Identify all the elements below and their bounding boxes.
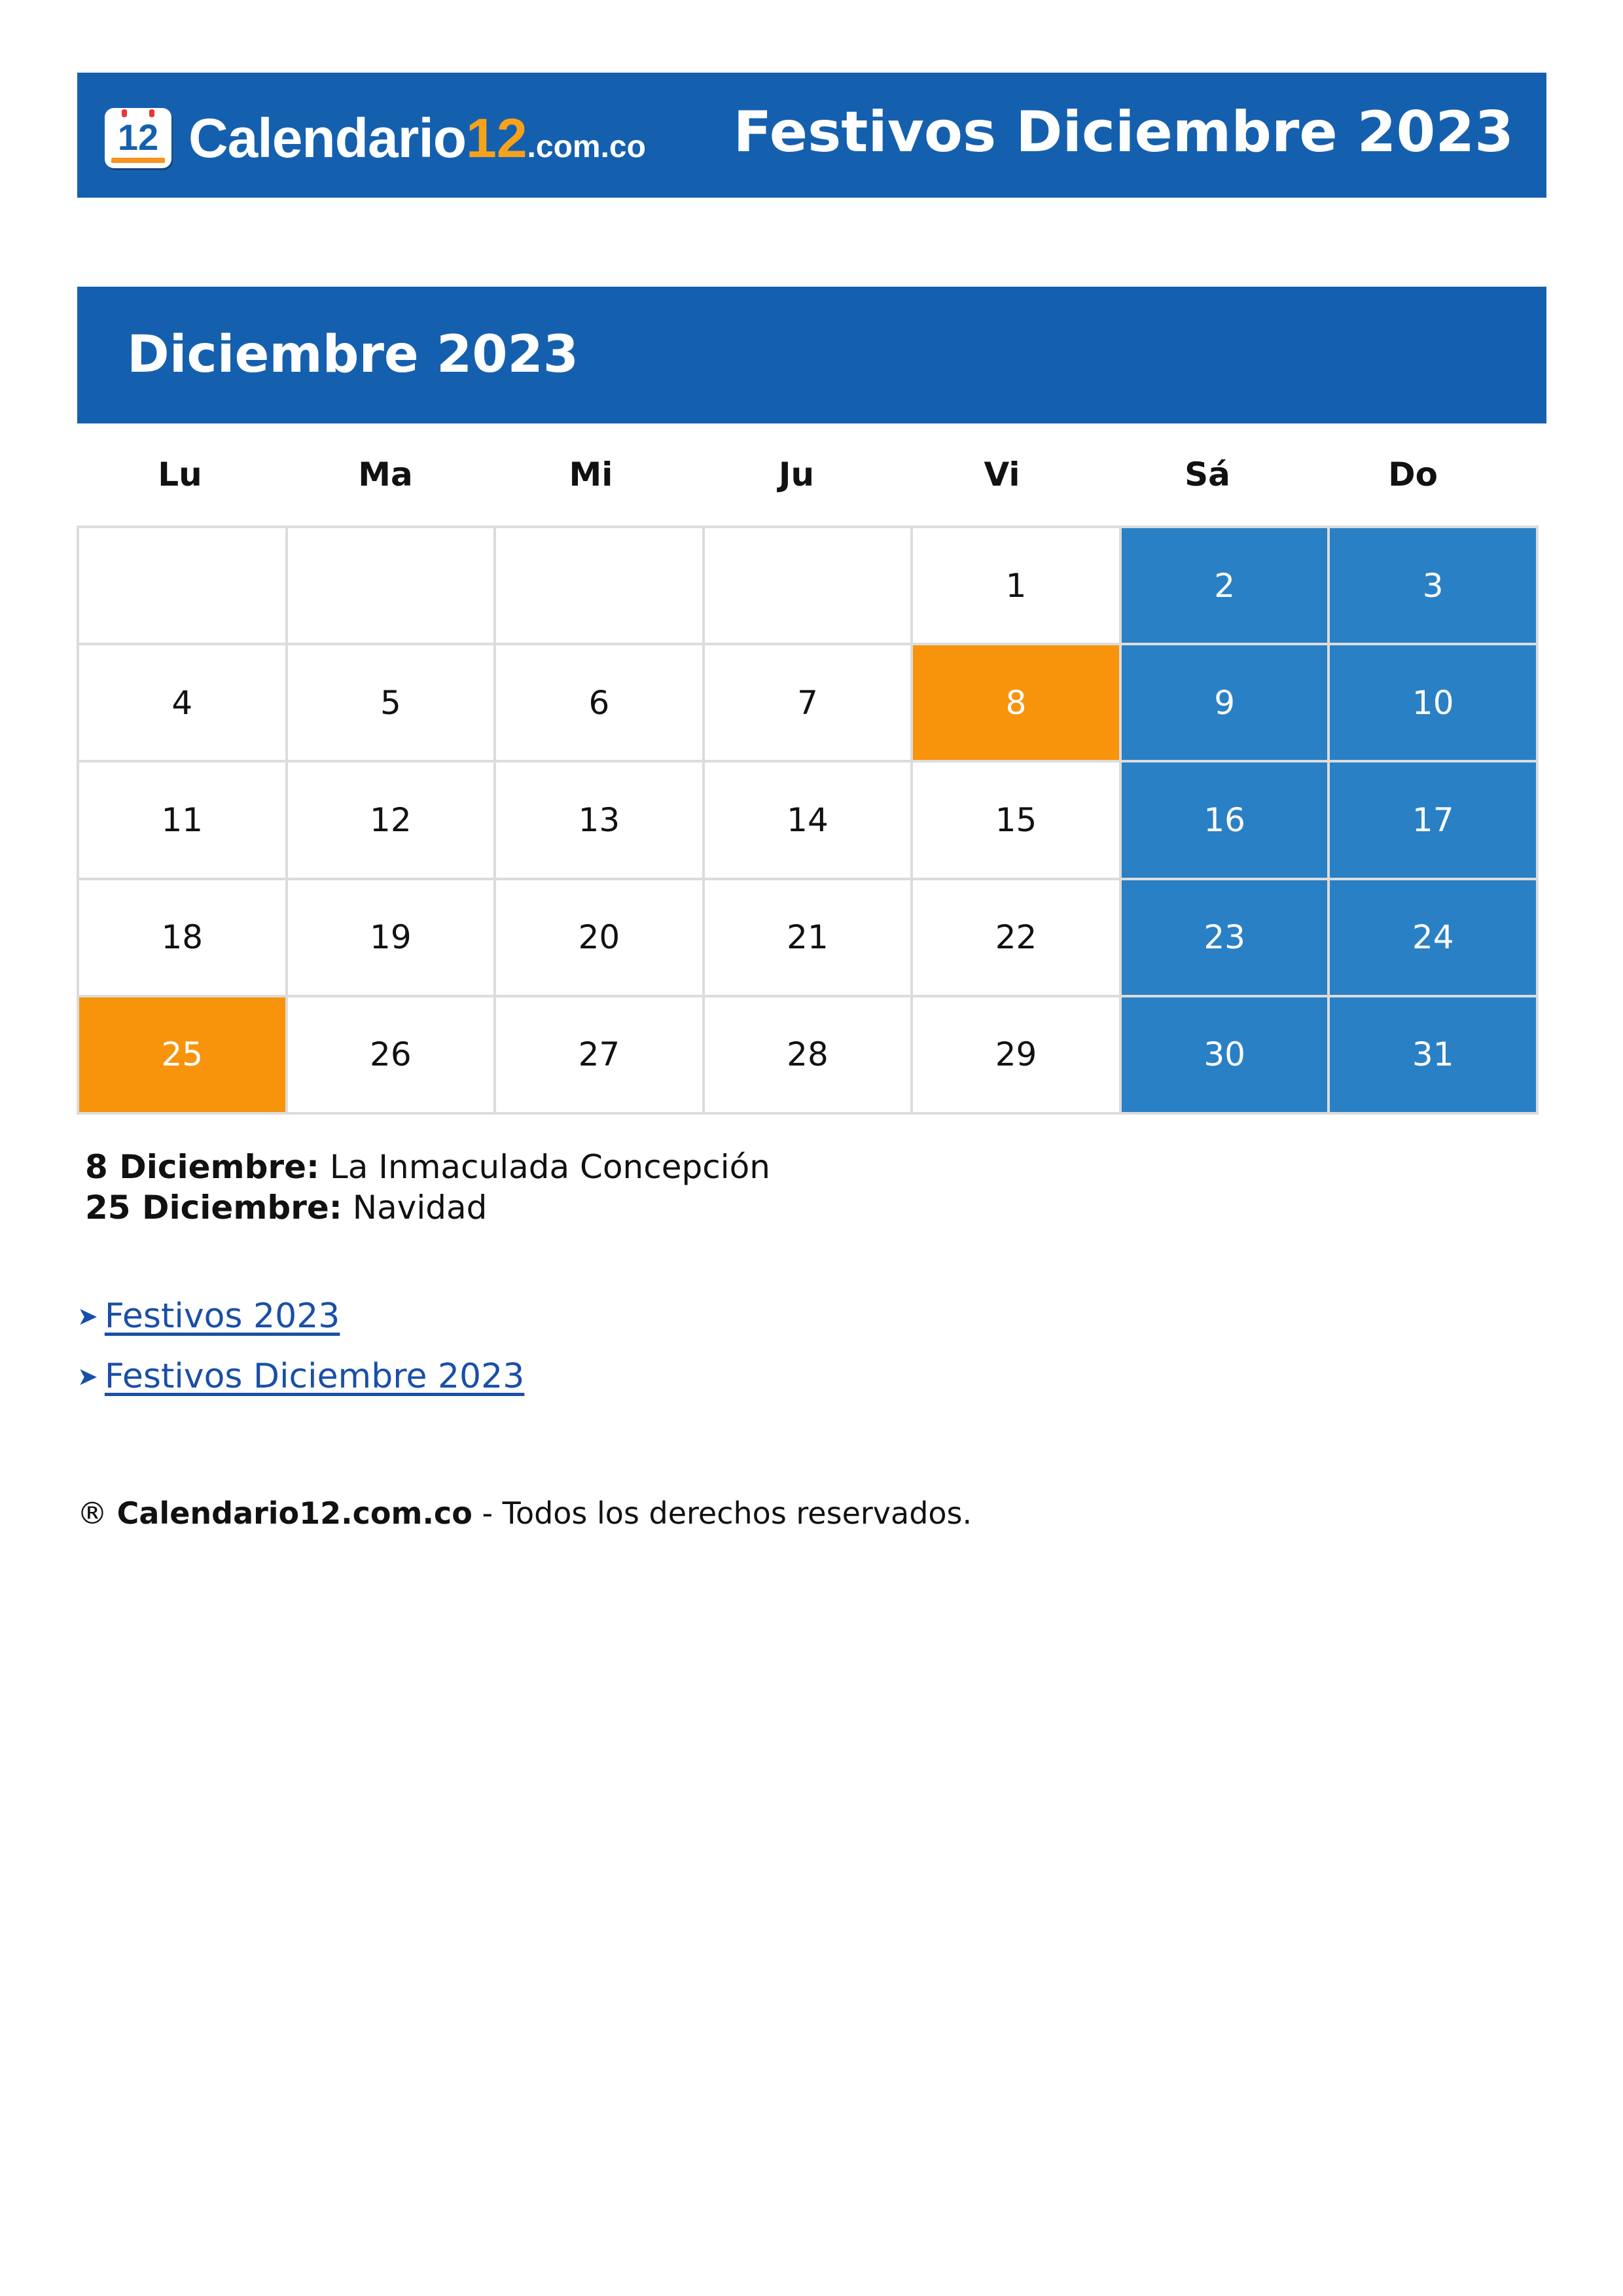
weekend-day-cell: 30 (1122, 997, 1330, 1115)
holiday-item (85, 1147, 770, 1187)
day-cell: 29 (913, 997, 1122, 1115)
day-cell: 7 (705, 645, 914, 762)
day-cell: 15 (913, 762, 1122, 880)
logo-domain-text: .com.co (527, 130, 646, 164)
day-cell: 13 (496, 762, 705, 880)
weekday-label: Ju (778, 456, 815, 493)
day-cell: 22 (913, 880, 1122, 997)
day-cell: 27 (496, 997, 705, 1115)
footer-site-name: Calendario12.com.co (116, 1496, 473, 1531)
calendar-icon (105, 108, 171, 168)
day-cell: 14 (705, 762, 914, 880)
logo-main-text: Calendario (188, 107, 467, 169)
empty-day-cell (288, 528, 497, 645)
empty-day-cell (79, 528, 288, 645)
weekend-day-cell: 31 (1330, 997, 1539, 1115)
logo-icon-number: 12 (117, 117, 159, 158)
weekday-label: Mi (569, 456, 613, 493)
site-logo[interactable] (105, 105, 694, 171)
holiday-name: Navidad (352, 1189, 488, 1227)
logo-number-text: 12 (466, 107, 527, 169)
day-cell: 19 (288, 880, 497, 997)
holiday-list (85, 1147, 770, 1228)
day-cell: 4 (79, 645, 288, 762)
weekend-day-cell: 16 (1122, 762, 1330, 880)
day-cell: 26 (288, 997, 497, 1115)
day-cell: 12 (288, 762, 497, 880)
arrow-icon: ➤ (77, 1362, 98, 1391)
holiday-item (85, 1187, 770, 1228)
registered-symbol: ® (77, 1496, 107, 1531)
weekday-label: Vi (984, 456, 1020, 493)
day-cell: 11 (79, 762, 288, 880)
weekday-label: Do (1388, 456, 1438, 493)
day-cell: 1 (913, 528, 1122, 645)
day-cell: 18 (79, 880, 288, 997)
month-header (77, 287, 1546, 423)
holiday-name: La Inmaculada Concepción (329, 1148, 770, 1186)
header-banner (77, 73, 1546, 198)
link-festivos-diciembre-2023[interactable]: Festivos Diciembre 2023 (104, 1357, 525, 1396)
month-title: Diciembre 2023 (127, 325, 579, 384)
weekday-label: Lu (158, 456, 202, 493)
empty-day-cell (705, 528, 914, 645)
day-cell: 5 (288, 645, 497, 762)
holiday-day-cell: 8 (913, 645, 1122, 762)
calendar-grid (77, 526, 1539, 1115)
page-title: Festivos Diciembre 2023 (733, 99, 1514, 165)
weekend-day-cell: 10 (1330, 645, 1539, 762)
weekend-day-cell: 3 (1330, 528, 1539, 645)
weekend-day-cell: 23 (1122, 880, 1330, 997)
weekend-day-cell: 17 (1330, 762, 1539, 880)
weekend-day-cell: 2 (1122, 528, 1330, 645)
related-links (77, 1286, 524, 1407)
arrow-icon: ➤ (77, 1302, 98, 1331)
weekday-label: Sá (1185, 456, 1230, 493)
holiday-date: 8 Diciembre: (85, 1148, 319, 1186)
weekend-day-cell: 24 (1330, 880, 1539, 997)
holiday-day-cell: 25 (79, 997, 288, 1115)
day-cell: 6 (496, 645, 705, 762)
logo-wordmark (188, 105, 646, 187)
empty-day-cell (496, 528, 705, 645)
link-festivos-2023[interactable]: Festivos 2023 (104, 1297, 340, 1336)
footer-rights-text: - Todos los derechos reservados. (482, 1496, 972, 1531)
day-cell: 20 (496, 880, 705, 997)
day-cell: 28 (705, 997, 914, 1115)
weekday-header-row (77, 452, 1546, 497)
link-item (77, 1286, 524, 1346)
link-item (77, 1346, 524, 1407)
holiday-date: 25 Diciembre: (85, 1189, 342, 1227)
footer (77, 1492, 972, 1534)
day-cell: 21 (705, 880, 914, 997)
weekend-day-cell: 9 (1122, 645, 1330, 762)
weekday-label: Ma (358, 456, 413, 493)
